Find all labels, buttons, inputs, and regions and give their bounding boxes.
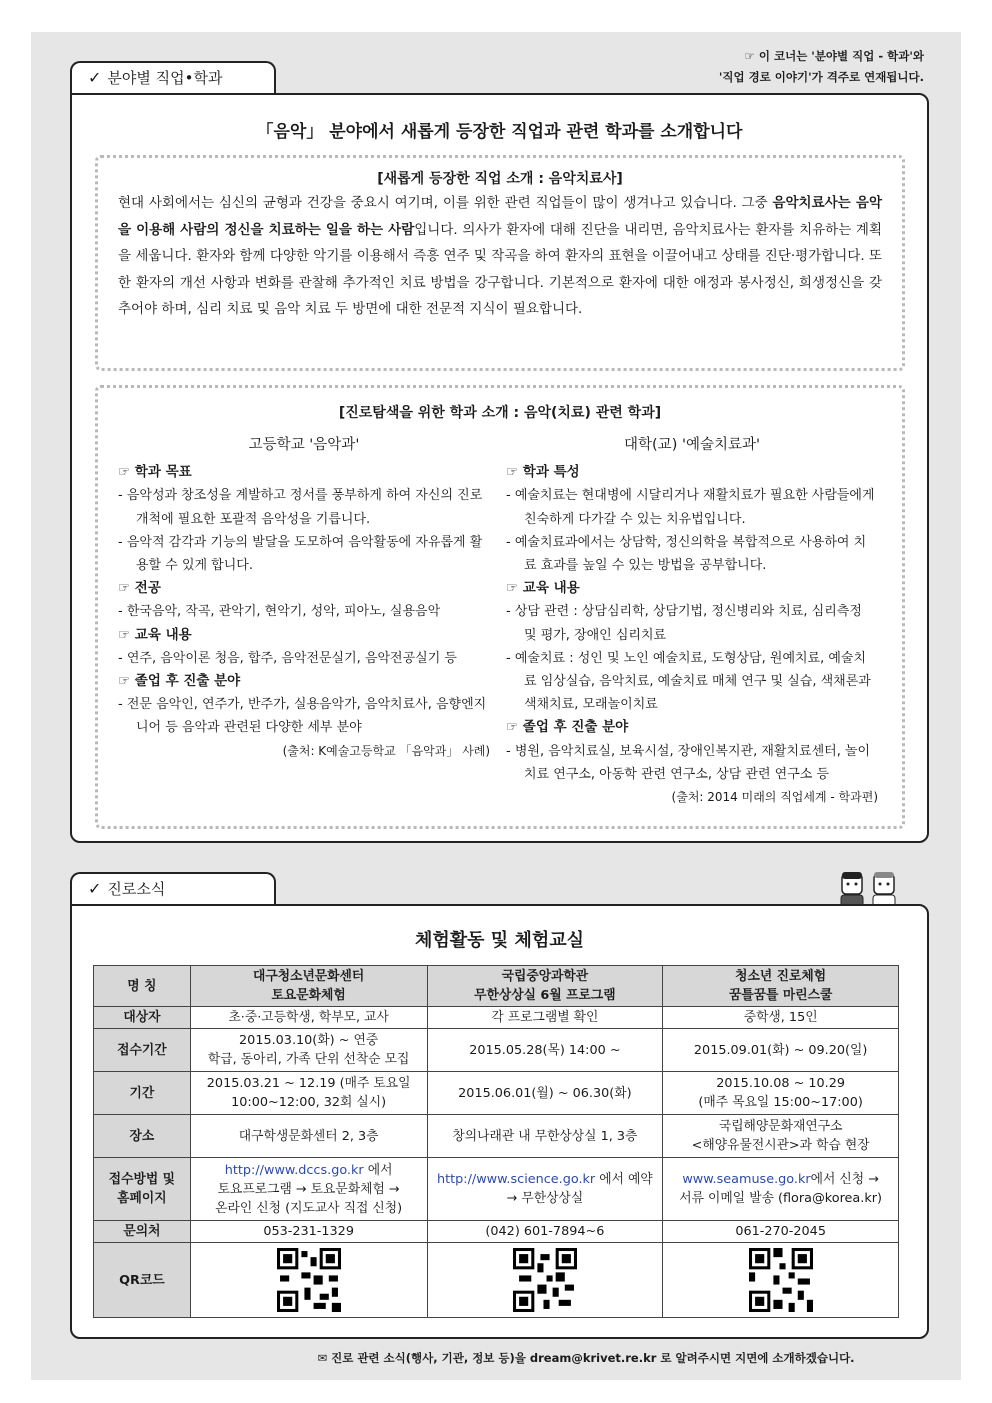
section-tab-label: 분야별 직업•학과 — [107, 69, 223, 87]
table-cell: 창의나래관 내 무한상상실 1, 3층 — [427, 1115, 663, 1158]
list-item: - 연주, 음악이론 청음, 합주, 음악전문실기, 음악전공실기 등 — [118, 650, 457, 666]
table-cell — [427, 1158, 663, 1221]
list-item: - 상담 관련 : 상담심리학, 상담기법, 정신병리와 치료, 심리측정 및 평가, 장애인 심리치료 — [506, 604, 862, 643]
cell-line: 국립해양문화재연구소 — [718, 1119, 843, 1134]
cell-line: <해양유물전시관>과 학습 현장 — [691, 1138, 870, 1153]
table-row — [94, 1007, 899, 1029]
table-header-row — [94, 966, 899, 1007]
program-name-line: 대구청소년문화센터 — [253, 969, 365, 984]
series-note-line2: '직업 경로 이야기'가 격주로 연재됩니다. — [718, 70, 924, 84]
series-note — [719, 46, 924, 88]
university-title: 대학(교) '예술치료과' — [624, 437, 760, 453]
table-cell: 2015.06.01(월) ~ 06.30(화) — [427, 1072, 663, 1115]
cell-line: 2015.10.08 ~ 10.29 — [716, 1076, 846, 1091]
university-feature-heading: ☞ 학과 특성 — [506, 464, 580, 481]
cell-line: (매주 목요일 15:00~17:00) — [698, 1095, 863, 1110]
highschool-curriculum-heading: ☞ 교육 내용 — [118, 626, 192, 643]
description-highlight: 음악치료사는 음악을 이용해 사람의 정신을 치료하는 일을 하는 사람 — [118, 195, 882, 238]
section-tab-label: 진로소식 — [107, 880, 166, 898]
table-cell — [190, 1072, 427, 1115]
cell-line: 온라인 신청 (지도교사 직접 신청) — [215, 1200, 403, 1216]
cell-line: 2015.03.10(화) ~ 연중 — [239, 1033, 379, 1048]
list-item: - 음악성과 창조성을 계발하고 정서를 풍부하게 하여 자신의 진로 개척에 필요한 포괄적 음악성을 기릅니다. — [118, 488, 483, 527]
table-header-cell — [663, 966, 899, 1007]
row-label: QR코드 — [94, 1243, 191, 1318]
table-row — [94, 1115, 899, 1158]
table-cell — [663, 1158, 899, 1221]
qr-code-icon[interactable] — [277, 1248, 341, 1312]
table-cell: 061-270-2045 — [663, 1221, 899, 1243]
new-job-description — [118, 190, 882, 323]
cell-line: 10:00~12:00, 32회 실시) — [231, 1095, 387, 1110]
career-news-title: 체험활동 및 체험교실 — [414, 930, 585, 951]
row-label: 접수기간 — [94, 1029, 191, 1072]
dccs-link[interactable]: http://www.dccs.go.kr — [224, 1162, 364, 1178]
cell-line: 토요프로그램 → 토요문화체험 → — [217, 1181, 400, 1197]
experience-program-table — [93, 965, 899, 1318]
table-cell: 대구학생문화센터 2, 3층 — [190, 1115, 427, 1158]
program-name-line: 무한상상실 6월 프로그램 — [474, 988, 616, 1003]
program-name-line: 꿈틀꿈틀 마린스쿨 — [728, 988, 833, 1003]
seamuse-link[interactable]: www.seamuse.go.kr — [682, 1172, 811, 1187]
field-jobs-title: 「음악」 분야에서 새롭게 등장한 직업과 관련 학과를 소개합니다 — [256, 122, 743, 142]
table-cell: 초·중·고등학생, 학부모, 교사 — [190, 1007, 427, 1029]
table-cell — [190, 1029, 427, 1072]
table-row — [94, 1158, 899, 1221]
table-cell: 중학생, 15인 — [663, 1007, 899, 1029]
cell-line: 2015.03.21 ~ 12.19 (매주 토요일 — [206, 1076, 411, 1091]
table-cell — [663, 1072, 899, 1115]
university-career-heading: ☞ 졸업 후 진출 분야 — [506, 719, 629, 736]
program-name-line: 국립중앙과학관 — [501, 969, 589, 984]
table-cell — [427, 1243, 663, 1318]
table-row — [94, 1221, 899, 1243]
label-line: 홈페이지 — [117, 1191, 167, 1206]
table-cell: 각 프로그램별 확인 — [427, 1007, 663, 1029]
table-cell — [190, 1158, 427, 1221]
series-note-line1: ☞ 이 코너는 '분야별 직업 - 학과'와 — [744, 49, 924, 63]
description-text: 현대 사회에서는 심신의 균형과 건강을 중요시 여기며, 이를 위한 관련 직업들이 많이 생겨나고 있습니다. 그중 — [118, 195, 773, 211]
description-text-rest: 입니다. 의사가 환자에 대해 진단을 내리면, 음악치료사는 환자를 치유하는 계획을 세웁니다. 환자와 함께 다양한 악기를 이용해서 즉흥 연주 및 작곡을 하여 환자의 표현을 이끌어내고 상태를 진단·평가합니다. 또한 환자의 개선 사항과 변화를 관찰해 추가적인 치료 방법을 강구합니다. 기본적으로 환자에 대한 애정과 봉사정신, 희생정신을 갖추어야 하며, 심리 치료 및 음악 치료 두 방면에 대한 전문적 지식이 필요합니다. — [118, 221, 882, 317]
table-row — [94, 1029, 899, 1072]
table-cell: (042) 601-7894~6 — [427, 1221, 663, 1243]
table-header-label: 명 칭 — [94, 966, 191, 1007]
university-column — [506, 428, 878, 809]
table-row — [94, 1072, 899, 1115]
qr-code-icon[interactable] — [513, 1248, 577, 1312]
check-icon: ✓ — [88, 879, 102, 898]
university-curriculum-heading: ☞ 교육 내용 — [506, 580, 580, 597]
list-item: - 음악적 감각과 기능의 발달을 도모하여 음악활동에 자유롭게 활용할 수 있게 합니다. — [118, 534, 483, 574]
cell-line: → 무한상상실 — [506, 1191, 584, 1206]
list-item: - 한국음악, 작곡, 관악기, 현악기, 성악, 피아노, 실용음악 — [118, 604, 441, 620]
section-tab-career-news — [70, 872, 276, 904]
table-header-cell — [427, 966, 663, 1007]
table-cell: 053-231-1329 — [190, 1221, 427, 1243]
row-label: 장소 — [94, 1115, 191, 1158]
submission-note: ✉ 진로 관련 소식(행사, 기관, 정보 등)을 dream@krivet.re.kr 로 알려주시면 지면에 소개하겠습니다. — [317, 1351, 855, 1365]
highschool-title: 고등학교 '음악과' — [248, 437, 360, 453]
list-item: - 예술치료 : 성인 및 노인 예술치료, 도형상담, 원예치료, 예술치료 임상실습, 음악치료, 예술치료 매체 연구 및 실습, 색채론과 색채치료, 모래놀이치료 — [506, 650, 871, 713]
table-cell — [663, 1243, 899, 1318]
university-source: (출처: 2014 미래의 직업세계 - 학과편) — [671, 790, 878, 805]
new-job-title: [새롭게 등장한 직업 소개 : 음악치료사] — [377, 171, 623, 187]
list-item: - 예술치료과에서는 상담학, 정신의학을 복합적으로 사용하여 치료 효과를 높일 수 있는 방법을 공부합니다. — [506, 534, 867, 574]
cell-line: 서류 이메일 발송 (flora@korea.kr) — [679, 1191, 882, 1206]
row-label: 문의처 — [94, 1221, 191, 1243]
highschool-column — [118, 428, 490, 763]
science-link[interactable]: http://www.science.go.kr — [437, 1172, 596, 1187]
new-job-box — [95, 155, 905, 371]
cell-line: 학급, 동아리, 가족 단위 선착순 모집 — [207, 1052, 410, 1067]
table-cell: 2015.09.01(화) ~ 09.20(일) — [663, 1029, 899, 1072]
row-label: 대상자 — [94, 1007, 191, 1029]
table-cell: 2015.05.28(목) 14:00 ~ — [427, 1029, 663, 1072]
department-box — [95, 385, 905, 829]
qr-code-icon[interactable] — [749, 1248, 813, 1312]
table-header-cell — [190, 966, 427, 1007]
table-cell — [190, 1243, 427, 1318]
list-item: - 예술치료는 현대병에 시달리거나 재활치료가 필요한 사람들에게 친숙하게 다가갈 수 있는 치유법입니다. — [506, 488, 875, 527]
cell-text: 에서 — [363, 1162, 393, 1178]
list-item: - 병원, 음악치료실, 보육시설, 장애인복지관, 재활치료센터, 놀이치료 연구소, 아동학 관련 연구소, 상담 관련 연구소 등 — [506, 743, 871, 782]
cell-text: 에서 신청 → — [810, 1172, 879, 1187]
cell-text: 에서 예약 — [595, 1172, 653, 1187]
list-item: - 전문 음악인, 연주가, 반주가, 실용음악가, 음악치료사, 음향엔지니어 등 음악과 관련된 다양한 세부 분야 — [118, 697, 487, 736]
table-row — [94, 1243, 899, 1318]
check-icon: ✓ — [88, 68, 102, 87]
program-name-line: 청소년 진로체험 — [735, 969, 827, 984]
highschool-goal-heading: ☞ 학과 목표 — [118, 464, 192, 481]
section-tab-field-jobs — [70, 61, 276, 93]
row-label: 기간 — [94, 1072, 191, 1115]
field-jobs-panel — [70, 93, 929, 843]
department-title: [진로탐색을 위한 학과 소개 : 음악(치료) 관련 학과] — [338, 405, 662, 421]
row-label — [94, 1158, 191, 1221]
program-name-line: 토요문화체험 — [271, 988, 346, 1003]
highschool-major-heading: ☞ 전공 — [118, 580, 161, 597]
highschool-career-heading: ☞ 졸업 후 진출 분야 — [118, 673, 241, 690]
table-cell — [663, 1115, 899, 1158]
label-line: 접수방법 및 — [108, 1172, 176, 1187]
highschool-source: (출처: K예술고등학교 「음악과」 사례) — [282, 743, 490, 758]
